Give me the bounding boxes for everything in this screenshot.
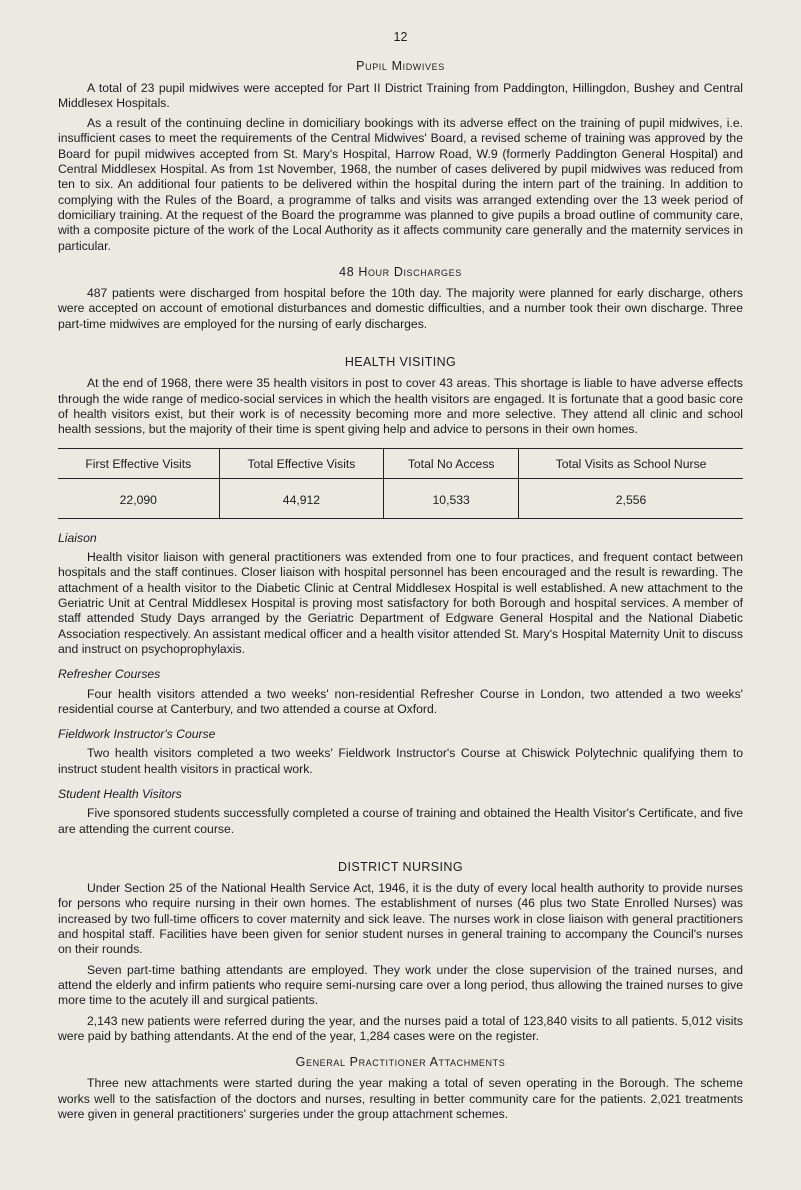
section-district-nursing	[58, 860, 743, 1044]
table-cell: 10,533	[384, 478, 519, 518]
paragraph: Three new attachments were started during the year making a total of seven operating in the Borough. The scheme works well to the satisfaction of the doctors and nurses, resulting in better community care for the patients. 2,021 treatments were given in general practitioners' surgeries under the group attachment schemes.	[58, 1076, 743, 1122]
heading-gp-attachments: General Practitioner Attachments	[295, 1055, 506, 1070]
heading-48-hour-discharges: 48 Hour Discharges	[339, 264, 462, 279]
heading-district-nursing: DISTRICT NURSING	[338, 859, 463, 874]
heading-pupil-midwives: Pupil Midwives	[356, 59, 445, 74]
table-cell: 2,556	[519, 478, 743, 518]
paragraph: Two health visitors completed a two weeks' Fieldwork Instructor's Course at Chiswick Polytechnic qualifying them to instruct student health visitors in practical work.	[58, 746, 743, 776]
paragraph: As a result of the continuing decline in domiciliary bookings with its adverse effect on the training of pupil midwives, i.e. insufficient cases to meet the requirements of the Central Midwives' Board, a revised scheme of training was approved by the Board for pupil midwives accepted from St. Mary's Hospital, Harrow Road, W.9 (formerly Paddington General Hospital) and Central Middlesex Hospital. As from 1st November, 1968, the number of cases delivered by pupil midwives was reduced from ten to six. An additional four patients to be delivered within the hospital during the intern part of the training. In addition to complying with the Rules of the Board, a programme of talks and visits was arranged extending over the 13 week period of domiciliary training. At the request of the Board the programme was planned to give pupils a broad outline of community care, with a composite picture of the work of the Local Authority as it affects community care generally and the maternity services in particular.	[58, 116, 743, 253]
paragraph: At the end of 1968, there were 35 health visitors in post to cover 43 areas. This shortage is liable to have adverse effects through the wide range of medico-social services in which the health visitors are engaged. It is fortunate that a good basic core of health visitors exist, but their work is of necessity becoming more and more selective. They attend all clinic and school health sessions, but the majority of their time is spent giving help and advice to persons in their own homes.	[58, 376, 743, 437]
section-pupil-midwives	[58, 59, 743, 254]
table-row	[58, 478, 743, 518]
paragraph: A total of 23 pupil midwives were accepted for Part II District Training from Paddington, Hillingdon, Bushey and Central Middlesex Hospitals.	[58, 80, 743, 110]
paragraph: 487 patients were discharged from hospital before the 10th day. The majority were planned for early discharge, others were accepted on account of emotional disturbances and domestic difficulties, and a number took their own discharge. Three part-time midwives are employed for the nursing of early discharges.	[58, 286, 743, 331]
paragraph: Under Section 25 of the National Health Service Act, 1946, it is the duty of every local health authority to provide nurses for persons who require nursing in their own homes. The establishment of nurses (46 plus two State Enrolled Nurses) was increased by two full-time officers to cover maternity and sick leave. The nurses work in close liaison with general practitioners and hospital staff. Facilities have been given for senior student nurses in general training to accompany the Council's nurses on their rounds.	[58, 881, 743, 957]
table-cell: 44,912	[219, 478, 384, 518]
visits-table	[58, 448, 743, 519]
page-number: 12	[393, 30, 408, 44]
paragraph: 2,143 new patients were referred during the year, and the nurses paid a total of 123,840 visits to all patients. 5,012 visits were paid by bathing attendants. At the end of the year, 1,284 cases were on the register.	[58, 1013, 743, 1043]
table-header: First Effective Visits	[58, 448, 219, 478]
paragraph: Seven part-time bathing attendants are employed. They work under the close supervision of the trained nurses, and attend the elderly and infirm patients who require semi-nursing care over a long period, thus allowing the trained nurses to give more time to the acutely ill and surgical patients.	[58, 962, 743, 1008]
subheading-liaison: Liaison	[58, 530, 97, 545]
table-cell: 22,090	[58, 478, 219, 518]
section-gp-attachments	[58, 1055, 743, 1122]
subheading-student-health-visitors: Student Health Visitors	[58, 786, 182, 801]
subheading-fieldwork-instructor: Fieldwork Instructor's Course	[58, 727, 216, 742]
paragraph: Health visitor liaison with general practitioners was extended from one to four practices, and frequent contact between hospitals and the staff continues. Closer liaison with hospital personnel has been encouraged and the result is rewarding. The attachment of a health visitor to the Diabetic Clinic at Central Middlesex Hospital is well established. A new attachment to the Geriatric Unit at Central Middlesex Hospital is proving most satisfactory for both Borough and hospital services. A member of staff attended Study Days arranged by the Geriatric Department of Edgware General Hospital and the National Diabetic Association respectively. An assistant medical officer and a health visitor attended St. Mary's Hospital Maternity Unit to discuss and instruct on psychoprophylaxis.	[58, 550, 743, 656]
table-header: Total No Access	[384, 448, 519, 478]
paragraph: Five sponsored students successfully completed a course of training and obtained the Health Visitor's Certificate, and five are attending the current course.	[58, 806, 743, 836]
section-health-visiting	[58, 355, 743, 837]
table-header: Total Effective Visits	[219, 448, 384, 478]
section-48-hour-discharges	[58, 265, 743, 332]
subheading-refresher-courses: Refresher Courses	[58, 667, 161, 682]
heading-health-visiting: HEALTH VISITING	[344, 355, 457, 370]
table-header: Total Visits as School Nurse	[519, 448, 743, 478]
paragraph: Four health visitors attended a two weeks' non-residential Refresher Course in London, two attended a two weeks' residential course at Canterbury, and two attended a course at Oxford.	[58, 686, 743, 716]
